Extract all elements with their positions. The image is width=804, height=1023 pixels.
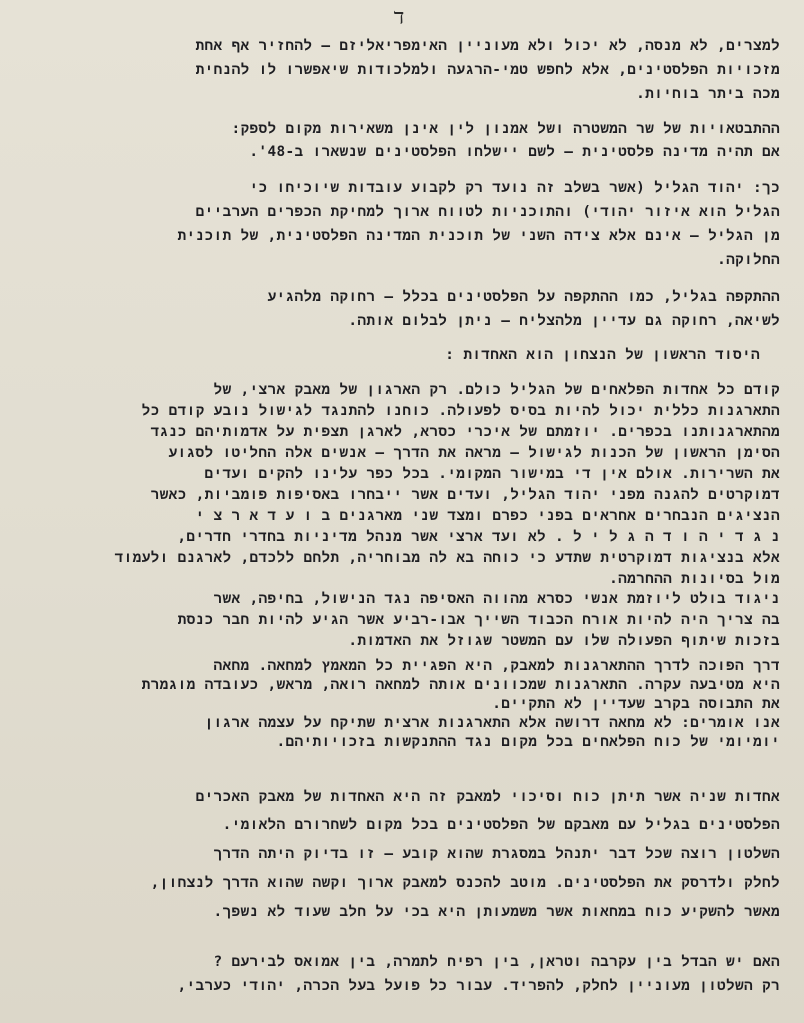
text-line: השלטון רוצה שכל דבר יתנהל במסגרת שהוא קובע – זו בדיוק היתה הדרך: [213, 846, 780, 862]
text-line: לחלק ולדרסק את הפלסטינים. מוטב להכנס למאבק ארוך וקשה שהוא הדרך לנצחון,: [150, 875, 780, 891]
text-line: נ ג ד י ה ו ד ה ג ל י ל . לא ועד ארצי אשר מנהל מדיניות בחדרי חדרים,: [177, 529, 780, 545]
text-line: בה צריך היה להיות אורח הכבוד השייך אבו-רביע אשר הגיע להיות חבר כנסת: [177, 612, 780, 628]
section-heading: [100, 343, 760, 367]
text-line: רק השלטון מעוניין לחלק, להפריד. עבור כל פועל בעל הכרה, יהודי כערבי,: [177, 978, 780, 994]
paragraph-question: [100, 950, 780, 998]
paragraph-second-unity: [100, 783, 780, 839]
text-line: לשיאה, רחוקה גם עדיין מלהצליח – ניתן לבלום אותה.: [348, 313, 780, 329]
text-line: החלוקה.: [717, 252, 780, 268]
text-line: הנציגים הנבחרים אחראים בפני כפרם ומצד שני מארגנים ב ו ע ד א ר צ י: [195, 508, 780, 524]
text-line: הסימן הראשון של הכנות לגישול – מראה את הדרך – אנשים אלה החליטו לסגוע: [168, 445, 780, 461]
text-line: מול בסיונות ההחרמה.: [609, 571, 780, 587]
text-line: התארגנות כללית יכול להיות בסיס לפעולה. כוחנו להתנגד לגישול נובע קודם כל: [141, 403, 780, 419]
text-line: אלא בנציגות דמוקרטית שתדע כי כוחה בא לה מבוחריה, תלחם ללכדם, לארגנם ולעמוד: [114, 550, 780, 566]
text-line: מאשר להשקיע כוח במחאות אשר משמעותן היא בכי על חלב שעוד לא נשפך.: [213, 904, 780, 920]
text-line: כך: יהוד הגליל (אשר בשלב זה נועד רק לקבוע עובדות שיוכיחו כי: [249, 180, 780, 196]
text-line: האם יש הבדל בין עקרבה וטראן, בין רפיח לתמרה, בין אמואס לבירעם ?: [213, 954, 780, 970]
text-line: מן הגליל – אינם אלא צידה השני של תוכנית המדינה הפלסטינית, של תוכנית: [177, 228, 780, 244]
text-line: הפלסטינים בגליל עם מאבקם של הפלסטינים בכל מקום לשחרורם הלאומי.: [222, 817, 780, 833]
text-line: היא מטיבעה עקרה. התארגנות שמכוונים אותה למחאה רואה, מראש, כעובדה מוגמרת: [141, 677, 780, 693]
text-line: את התבוסה בקרב שעדיין לא התקיים.: [492, 696, 780, 712]
page-number: ד: [393, 5, 405, 30]
text-line: דרך הפוכה לדרך ההתארגנות למאבק, היא הפגיית כל המאמץ למחאה. מחאה: [213, 658, 780, 674]
paragraph-protest: [100, 657, 780, 752]
text-line: ההתבטאויות של שר המשטרה ושל אמנון לין אינן משאירות מקום לספק:: [231, 121, 780, 137]
paragraph-contrast: [100, 589, 780, 652]
text-line: ההתקפה בגליל, כמו ההתקפה על הפלסטינים בכלל – רחוקה מלהגיע: [267, 289, 780, 305]
text-line: מהתארגנותנו בכפרים. יוזמתם של איכרי כסרא, לארגן תצפית על אדמותיהם כנגד: [150, 424, 780, 440]
text-line: מזכויות הפלסטינים, אלא לחפש טמי-הרגעה ולמלכודות שיאפשרו לו להנחית: [195, 62, 780, 78]
text-line: את השרירות. אולם אין די במישור המקומי. בכל כפר עלינו להקים ועדים: [204, 466, 780, 482]
text-line: אנו אומרים: לא מחאה דרושה אלא התארגנות ארצית שתיקח על עצמה ארגון: [204, 715, 780, 731]
paragraph-galilee-plan: [100, 176, 780, 272]
text-line: הגליל הוא איזור יהודי) והתוכניות לטווח ארוך למחיקת הכפרים הערביים: [195, 204, 780, 220]
paragraph-unity: [100, 380, 780, 590]
text-line: יומיומי של כוח הפלאחים בכל מקום נגד ההתנקשות בזכויותיהם.: [276, 734, 780, 750]
text-line: למצרים, לא מנסה, לא יכול ולא מעוניין האימפריאליזם – להחזיר אף אחת: [195, 38, 780, 54]
text-line: דמוקרטים להגנה מפני יהוד הגליל, ועדים אשר ייבחרו באסיפות פומביות, כאשר: [150, 487, 780, 503]
text-line: אם תהיה מדינה פלסטינית – לשם יישלחו הפלסטינים שנשארו ב-48'.: [249, 144, 780, 160]
paragraph-attack: [100, 285, 780, 333]
text-line: מכה ביתר בוחיות.: [636, 86, 780, 102]
text-line: ניגוד בולט ליוזמת אנשי כסרא מהווה האסיפה נגד הנישול, בחיפה, אשר: [213, 591, 780, 607]
text-line: אחדות שניה אשר תיתן כוח וסיכוי למאבק זה היא האחדות של מאבק האכרים: [195, 789, 780, 805]
text-line: בזכות שיתוף הפעולה שלו עם המשטר שגוזל את האדמות.: [348, 633, 780, 649]
paragraph-regime: [100, 840, 780, 927]
text-line: קודם כל אחדות הפלאחים של הגליל כולם. רק הארגון של מאבק ארצי, של: [213, 382, 780, 398]
heading-line: היסוד הראשון של הנצחון הוא האחדות :: [445, 347, 760, 363]
paragraph-statements: [100, 118, 780, 164]
paragraph-intro: [100, 34, 780, 106]
